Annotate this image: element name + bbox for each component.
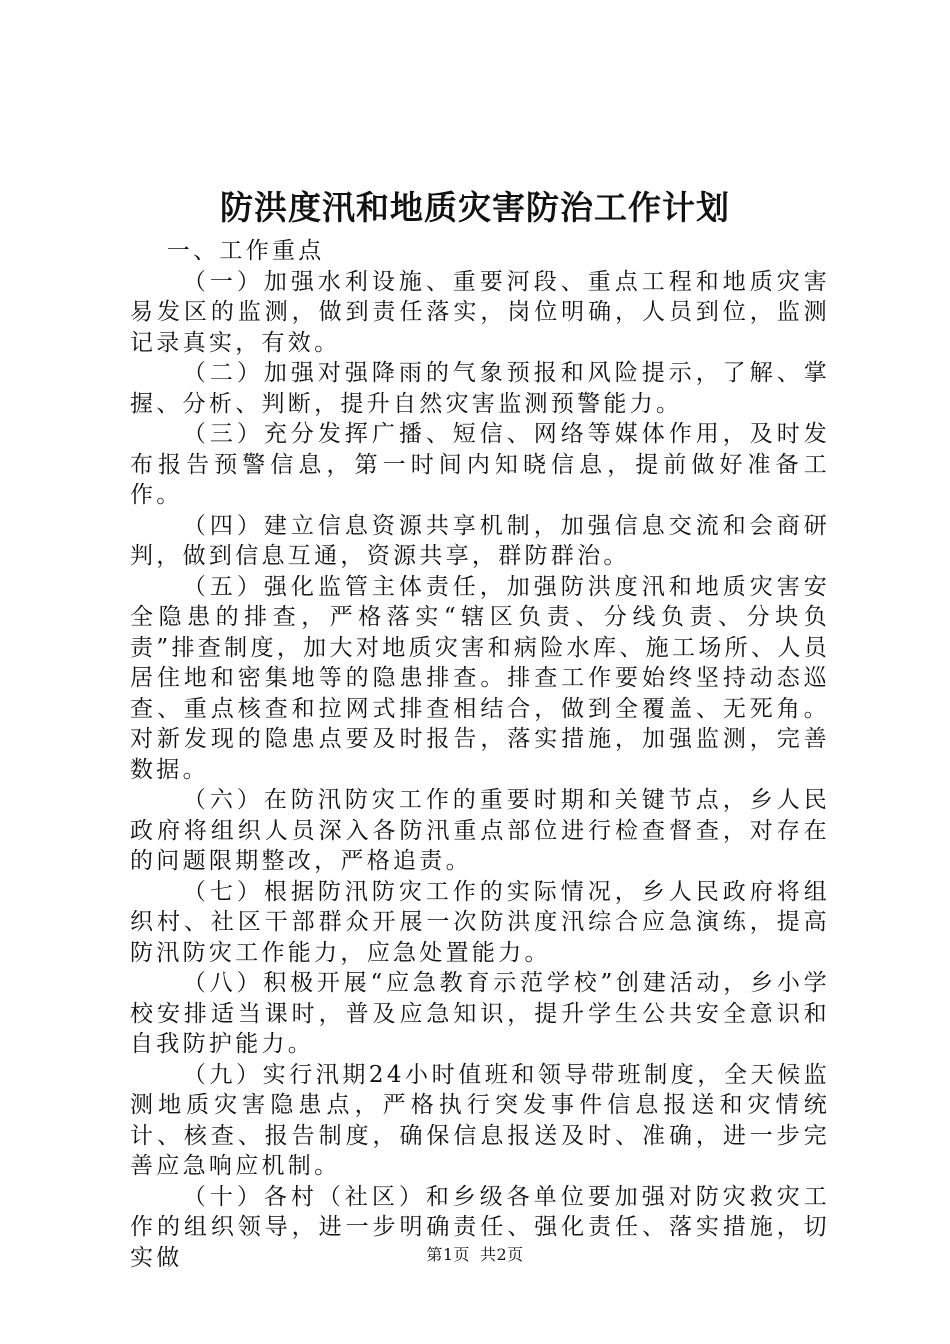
paragraph-8: （八）积极开展“应急教育示范学校”创建活动，乡小学校安排适当课时，普及应急知识，提升学生公共安全意识和自我防护能力。: [130, 970, 830, 1057]
section-heading: 一、工作重点: [166, 238, 325, 264]
paragraph-1: （一）加强水利设施、重要河段、重点工程和地质灾害易发区的监测，做到责任落实，岗位明确，人员到位，监测记录真实，有效。: [130, 268, 830, 356]
document-title: 防洪度汛和地质灾害防治工作计划: [220, 188, 730, 227]
paragraph-3: （三）充分发挥广播、短信、网络等媒体作用，及时发布报告预警信息，第一时间内知晓信息，提前做好准备工作。: [130, 421, 830, 508]
paragraph-5: （五）强化监管主体责任，加强防洪度汛和地质灾害安全隐患的排查，严格落实“辖区负责、分线负责、分块负责”排查制度，加大对地质灾害和病险水库、施工场所、人员居住地和密集地等的隐患排查。排查工作要始终坚持动态巡查、重点核查和拉网式排查相结合，做到全覆盖、无死角。对新发现的隐患点要及时报告，落实措施，加强监测，完善数据。: [130, 573, 830, 783]
page-footer: [0, 1244, 950, 1266]
paragraph-9: （九）实行汛期24小时值班和领导带班制度，全天候监测地质灾害隐患点，严格执行突发事件信息报送和灾情统计、核查、报告制度，确保信息报送及时、准确，进一步完善应急响应机制。: [130, 1061, 830, 1179]
paragraph-6: （六）在防汛防灾工作的重要时期和关键节点，乡人民政府将组织人员深入各防汛重点部位进行检查督查，对存在的问题限期整改，严格追责。: [130, 787, 830, 874]
paragraph-7: （七）根据防汛防灾工作的实际情况，乡人民政府将组织村、社区干部群众开展一次防洪度汛综合应急演练，提高防汛防灾工作能力，应急处置能力。: [130, 878, 830, 966]
page-number-total: 共2页: [480, 1245, 524, 1264]
document-body: [130, 236, 830, 1273]
page-number-current: 第1页: [426, 1245, 470, 1264]
paragraph-2: （二）加强对强降雨的气象预报和风险提示，了解、掌握、分析、判断，提升自然灾害监测预警能力。: [130, 360, 830, 417]
paragraph-10: （十）各村（社区）和乡级各单位要加强对防灾救灾工作的组织领导，进一步明确责任、强化责任、落实措施，切实做: [130, 1183, 830, 1271]
paragraph-4: （四）建立信息资源共享机制，加强信息交流和会商研判，做到信息互通，资源共享，群防群治。: [130, 512, 830, 569]
